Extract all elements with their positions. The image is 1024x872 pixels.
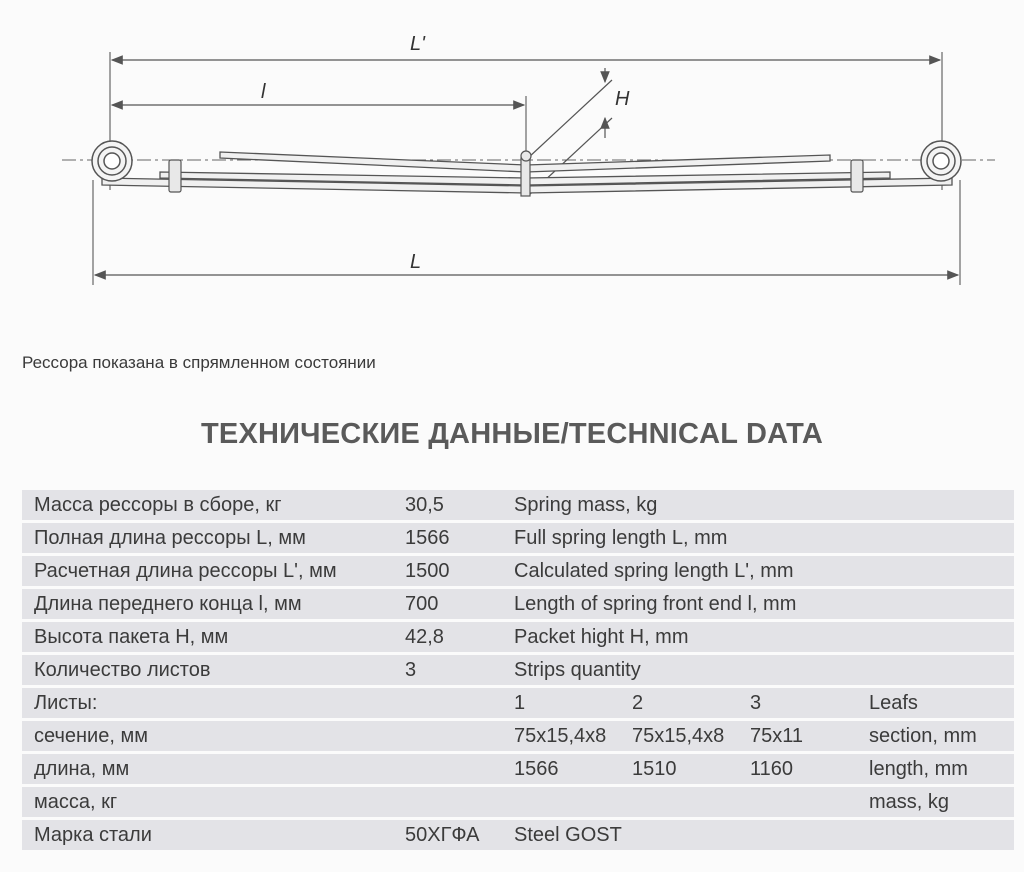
label-L-prime: L' [410,33,425,55]
steel-grade: 50ХГФА [405,824,480,846]
clamp-right [851,160,863,192]
spec-label-en: Spring mass, kg [514,494,658,516]
leaf-prop-en: mass, kg [869,791,950,813]
spec-value: 42,8 [405,626,444,648]
spec-label-en: Packet hight H, mm [514,626,689,648]
table-row [22,556,1014,586]
leaf-1-value: 1566 [514,758,559,780]
table-row [22,622,1014,652]
spec-value: 30,5 [405,494,444,516]
technical-data-table [22,490,1014,853]
leaf-3-value: 75x11 [750,725,804,747]
spec-value: 1566 [405,527,450,549]
leafs-label-en: Leafs [869,692,918,714]
spring-eye-right-icon [921,141,961,181]
spec-value: 3 [405,659,417,681]
table-row [22,589,1014,619]
spec-label-en: Full spring length L, mm [514,527,728,549]
spec-label-ru: Полная длина рессоры L, мм [34,527,306,549]
spec-label-en: Length of spring front end l, mm [514,593,797,615]
leaf-prop-ru: длина, мм [34,758,130,780]
leaf-prop-en: length, mm [869,758,968,780]
table-row [22,490,1014,520]
spec-label-ru: Длина переднего конца l, мм [34,593,302,615]
leaf-2-value: 1510 [632,758,677,780]
table-row [22,787,1014,817]
steel-label-en: Steel GOST [514,824,622,846]
leaf-prop-ru: масса, кг [34,791,118,813]
page-title: ТЕХНИЧЕСКИЕ ДАННЫЕ/TECHNICAL DATA [201,418,823,450]
drawing-caption: Рессора показана в спрямленном состоянии [22,353,376,372]
leaf-prop-ru: сечение, мм [34,725,148,747]
clamp-left [169,160,181,192]
leafs-header-row [22,688,1014,718]
spec-label-en: Calculated spring length L', mm [514,560,794,582]
leaf-2-value: 75x15,4x8 [632,725,725,747]
leaf-spring-drawing [0,0,1024,330]
spec-label-ru: Высота пакета H, мм [34,626,229,648]
leaf-3-value: 1160 [750,758,794,780]
steel-row [22,820,1014,850]
spec-value: 1500 [405,560,450,582]
spec-label-en: Strips quantity [514,659,641,681]
spec-value: 700 [405,593,439,615]
table-row [22,523,1014,553]
label-l: l [261,81,266,103]
label-L: L [410,251,422,273]
leaf-number-1: 1 [514,692,526,714]
table-row [22,655,1014,685]
leaf-number-2: 2 [632,692,644,714]
spec-label-ru: Масса рессоры в сборе, кг [34,494,282,516]
steel-label-ru: Марка стали [34,824,152,846]
leaf-prop-en: section, mm [869,725,977,747]
label-H: H [615,88,630,110]
leafs-label-ru: Листы: [34,692,98,714]
leaf-1-value: 75x15,4x8 [514,725,607,747]
spec-label-ru: Количество листов [34,659,211,681]
table-row [22,754,1014,784]
spec-label-ru: Расчетная длина рессоры L', мм [34,560,337,582]
spring-eye-left-icon [92,141,132,181]
table-row [22,721,1014,751]
leaf-number-3: 3 [750,692,762,714]
